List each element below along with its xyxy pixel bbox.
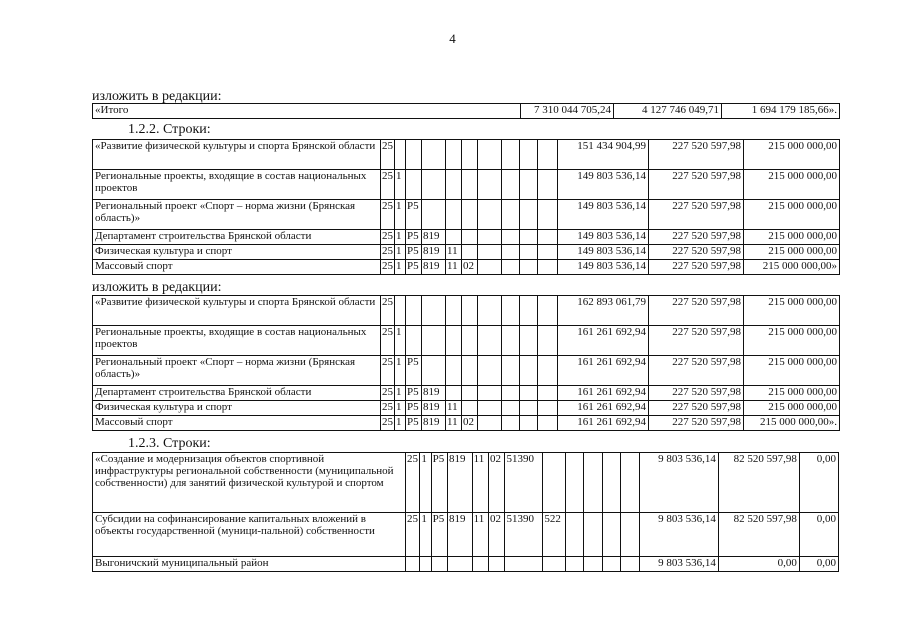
code-cell: 819 <box>422 401 446 416</box>
empty-cell <box>520 260 538 275</box>
code-cell: 819 <box>422 245 446 260</box>
code-cell: 1 <box>395 200 406 230</box>
code-cell <box>462 200 478 230</box>
table-row <box>93 453 839 513</box>
code-cell: 51390 <box>505 513 543 557</box>
value-cell: 215 000 000,00» <box>744 260 840 275</box>
code-cell: 11 <box>472 513 488 557</box>
value-cell: 227 520 597,98 <box>649 356 744 386</box>
empty-cell <box>538 200 558 230</box>
value-cell: 227 520 597,98 <box>649 170 744 200</box>
code-cell: 1 <box>395 416 406 431</box>
empty-cell <box>520 416 538 431</box>
value-cell: 9 803 536,14 <box>639 453 718 513</box>
empty-cell <box>478 200 502 230</box>
code-cell: 819 <box>422 260 446 275</box>
table-row <box>93 296 840 326</box>
code-cell: 11 <box>446 416 462 431</box>
value-cell: 149 803 536,14 <box>558 170 649 200</box>
row-name: Субсидии на софинансирование капитальных вложений в объекты государственной (муници-пальной) собственности <box>93 513 406 557</box>
empty-cell <box>621 557 639 572</box>
value-cell: 82 520 597,98 <box>718 513 799 557</box>
code-cell: 1 <box>395 356 406 386</box>
empty-cell <box>538 260 558 275</box>
row-name: Региональные проекты, входящие в состав национальных проектов <box>93 170 381 200</box>
code-cell <box>448 557 473 572</box>
total-row <box>93 104 840 119</box>
table-row <box>93 200 840 230</box>
value-cell: 227 520 597,98 <box>649 200 744 230</box>
empty-cell <box>502 230 520 245</box>
row-name: Региональный проект «Спорт – норма жизни (Брянская область)» <box>93 200 381 230</box>
code-cell: 25 <box>381 416 395 431</box>
code-cell: 25 <box>381 356 395 386</box>
value-cell: 149 803 536,14 <box>558 245 649 260</box>
code-cell: P5 <box>406 416 422 431</box>
empty-cell <box>478 356 502 386</box>
code-cell: 25 <box>381 260 395 275</box>
empty-cell <box>621 513 639 557</box>
empty-cell <box>538 170 558 200</box>
table-row <box>93 326 840 356</box>
value-cell: 215 000 000,00 <box>744 230 840 245</box>
empty-cell <box>584 453 602 513</box>
empty-cell <box>502 356 520 386</box>
code-cell: 25 <box>381 230 395 245</box>
row-name: Физическая культура и спорт <box>93 245 381 260</box>
empty-cell <box>520 245 538 260</box>
empty-cell <box>520 140 538 170</box>
code-cell <box>422 356 446 386</box>
value-cell: 215 000 000,00 <box>744 326 840 356</box>
code-cell <box>406 170 422 200</box>
empty-cell <box>538 386 558 401</box>
empty-cell <box>538 326 558 356</box>
code-cell <box>446 230 462 245</box>
table-row <box>93 513 839 557</box>
empty-cell <box>520 386 538 401</box>
total-table <box>92 103 840 119</box>
code-cell <box>422 200 446 230</box>
empty-cell <box>602 453 620 513</box>
row-name: Департамент строительства Брянской области <box>93 386 381 401</box>
code-cell: 02 <box>462 260 478 275</box>
code-cell: 1 <box>395 326 406 356</box>
value-cell: 215 000 000,00 <box>744 200 840 230</box>
code-cell: 11 <box>472 453 488 513</box>
empty-cell <box>520 356 538 386</box>
code-cell: 25 <box>405 453 419 513</box>
value-cell: 0,00 <box>799 557 838 572</box>
code-cell <box>395 296 406 326</box>
code-cell <box>472 557 488 572</box>
value-cell: 9 803 536,14 <box>639 557 718 572</box>
table-row <box>93 245 840 260</box>
code-cell <box>405 557 419 572</box>
empty-cell <box>520 326 538 356</box>
empty-cell <box>478 386 502 401</box>
table-row <box>93 416 840 431</box>
value-cell: 227 520 597,98 <box>649 416 744 431</box>
code-cell: 25 <box>381 200 395 230</box>
row-name: Региональный проект «Спорт – норма жизни (Брянская область)» <box>93 356 381 386</box>
value-cell: 215 000 000,00 <box>744 245 840 260</box>
empty-cell <box>502 296 520 326</box>
empty-cell <box>602 557 620 572</box>
empty-cell <box>502 140 520 170</box>
value-cell: 227 520 597,98 <box>649 401 744 416</box>
empty-cell <box>538 245 558 260</box>
value-cell: 149 803 536,14 <box>558 230 649 245</box>
code-cell <box>462 326 478 356</box>
empty-cell <box>621 453 639 513</box>
code-cell: 11 <box>446 245 462 260</box>
value-cell: 227 520 597,98 <box>649 296 744 326</box>
table-row <box>93 401 840 416</box>
empty-cell <box>478 245 502 260</box>
code-cell: 522 <box>543 513 566 557</box>
empty-cell <box>565 557 583 572</box>
table-row <box>93 557 839 572</box>
code-cell: 02 <box>489 513 505 557</box>
code-cell <box>462 356 478 386</box>
empty-cell <box>502 260 520 275</box>
value-cell: 82 520 597,98 <box>718 453 799 513</box>
row-name: Выгоничский муниципальный район <box>93 557 406 572</box>
value-cell: 227 520 597,98 <box>649 230 744 245</box>
code-cell <box>406 140 422 170</box>
table-1-2-3 <box>92 452 839 572</box>
total-value-1: 7 310 044 705,24 <box>521 104 614 119</box>
code-cell <box>462 230 478 245</box>
empty-cell <box>520 401 538 416</box>
section-heading-1-2-2: 1.2.2. Строки: <box>128 122 211 137</box>
empty-cell <box>538 356 558 386</box>
empty-cell <box>478 416 502 431</box>
code-cell <box>406 296 422 326</box>
value-cell: 215 000 000,00 <box>744 296 840 326</box>
value-cell: 227 520 597,98 <box>649 140 744 170</box>
code-cell: 11 <box>446 260 462 275</box>
code-cell <box>446 140 462 170</box>
code-cell: 1 <box>395 170 406 200</box>
empty-cell <box>502 416 520 431</box>
page-number: 4 <box>449 31 456 46</box>
table-1-2-2-old <box>92 139 840 275</box>
code-cell: 819 <box>448 453 473 513</box>
code-cell <box>431 557 447 572</box>
empty-cell <box>520 296 538 326</box>
value-cell: 215 000 000,00 <box>744 140 840 170</box>
code-cell: 1 <box>395 386 406 401</box>
code-cell: P5 <box>431 513 447 557</box>
code-cell <box>446 326 462 356</box>
code-cell: P5 <box>406 401 422 416</box>
code-cell: 1 <box>395 401 406 416</box>
value-cell: 161 261 692,94 <box>558 386 649 401</box>
code-cell: P5 <box>406 356 422 386</box>
code-cell: 1 <box>395 245 406 260</box>
value-cell: 227 520 597,98 <box>649 260 744 275</box>
table-row <box>93 170 840 200</box>
value-cell: 149 803 536,14 <box>558 200 649 230</box>
row-name: Массовый спорт <box>93 416 381 431</box>
section-heading-mid: изложить в редакции: <box>92 280 222 295</box>
empty-cell <box>565 453 583 513</box>
value-cell: 227 520 597,98 <box>649 326 744 356</box>
code-cell <box>446 200 462 230</box>
code-cell <box>462 170 478 200</box>
code-cell: 25 <box>381 245 395 260</box>
value-cell: 161 261 692,94 <box>558 326 649 356</box>
empty-cell <box>502 326 520 356</box>
code-cell <box>462 386 478 401</box>
empty-cell <box>538 230 558 245</box>
row-name: Департамент строительства Брянской области <box>93 230 381 245</box>
total-value-2: 4 127 746 049,71 <box>614 104 722 119</box>
empty-cell <box>478 260 502 275</box>
value-cell: 227 520 597,98 <box>649 245 744 260</box>
code-cell <box>446 386 462 401</box>
code-cell: 819 <box>422 230 446 245</box>
code-cell <box>422 296 446 326</box>
empty-cell <box>502 245 520 260</box>
code-cell: 819 <box>422 386 446 401</box>
table-row <box>93 356 840 386</box>
code-cell <box>543 453 566 513</box>
code-cell: 819 <box>422 416 446 431</box>
table-row <box>93 260 840 275</box>
code-cell <box>462 401 478 416</box>
value-cell: 162 893 061,79 <box>558 296 649 326</box>
value-cell: 161 261 692,94 <box>558 401 649 416</box>
code-cell: P5 <box>406 386 422 401</box>
empty-cell <box>502 200 520 230</box>
empty-cell <box>565 513 583 557</box>
code-cell: 1 <box>395 260 406 275</box>
empty-cell <box>538 140 558 170</box>
empty-cell <box>602 513 620 557</box>
code-cell: 02 <box>462 416 478 431</box>
code-cell: 25 <box>381 386 395 401</box>
table-1-2-2-new <box>92 295 840 431</box>
row-name: «Создание и модернизация объектов спортивной инфраструктуры региональной собственности (муниципальной собственности) для занятий физической культурой и спортом <box>93 453 406 513</box>
row-name: «Развитие физической культуры и спорта Брянской области <box>93 140 381 170</box>
code-cell <box>505 557 543 572</box>
code-cell <box>489 557 505 572</box>
code-cell: 25 <box>381 401 395 416</box>
value-cell: 161 261 692,94 <box>558 416 649 431</box>
empty-cell <box>478 230 502 245</box>
code-cell: 25 <box>381 170 395 200</box>
table-row <box>93 140 840 170</box>
code-cell <box>543 557 566 572</box>
code-cell: 819 <box>448 513 473 557</box>
code-cell <box>420 557 431 572</box>
table-row <box>93 386 840 401</box>
code-cell: 25 <box>381 326 395 356</box>
empty-cell <box>538 401 558 416</box>
row-name: Массовый спорт <box>93 260 381 275</box>
value-cell: 215 000 000,00 <box>744 401 840 416</box>
value-cell: 227 520 597,98 <box>649 386 744 401</box>
code-cell <box>446 170 462 200</box>
empty-cell <box>478 170 502 200</box>
empty-cell <box>538 416 558 431</box>
code-cell: P5 <box>406 200 422 230</box>
value-cell: 0,00 <box>799 453 838 513</box>
empty-cell <box>584 557 602 572</box>
value-cell: 9 803 536,14 <box>639 513 718 557</box>
section-heading-intro: изложить в редакции: <box>92 89 222 104</box>
empty-cell <box>502 386 520 401</box>
value-cell: 215 000 000,00 <box>744 356 840 386</box>
total-value-3: 1 694 179 185,66». <box>722 104 840 119</box>
code-cell <box>395 140 406 170</box>
section-heading-1-2-3: 1.2.3. Строки: <box>128 436 211 451</box>
value-cell: 161 261 692,94 <box>558 356 649 386</box>
code-cell: 11 <box>446 401 462 416</box>
value-cell: 215 000 000,00 <box>744 170 840 200</box>
code-cell: P5 <box>431 453 447 513</box>
value-cell: 149 803 536,14 <box>558 260 649 275</box>
value-cell: 215 000 000,00 <box>744 386 840 401</box>
code-cell: 1 <box>395 230 406 245</box>
empty-cell <box>502 170 520 200</box>
empty-cell <box>584 513 602 557</box>
value-cell: 215 000 000,00». <box>744 416 840 431</box>
empty-cell <box>478 140 502 170</box>
empty-cell <box>520 170 538 200</box>
empty-cell <box>538 296 558 326</box>
code-cell: P5 <box>406 230 422 245</box>
code-cell <box>446 296 462 326</box>
empty-cell <box>478 296 502 326</box>
total-label: «Итого <box>93 104 521 119</box>
row-name: Региональные проекты, входящие в состав национальных проектов <box>93 326 381 356</box>
code-cell <box>406 326 422 356</box>
code-cell: 51390 <box>505 453 543 513</box>
code-cell <box>422 140 446 170</box>
value-cell: 151 434 904,99 <box>558 140 649 170</box>
code-cell: P5 <box>406 245 422 260</box>
code-cell <box>422 170 446 200</box>
code-cell: 25 <box>381 296 395 326</box>
value-cell: 0,00 <box>799 513 838 557</box>
code-cell <box>462 140 478 170</box>
empty-cell <box>520 230 538 245</box>
code-cell: P5 <box>406 260 422 275</box>
row-name: «Развитие физической культуры и спорта Брянской области <box>93 296 381 326</box>
empty-cell <box>478 326 502 356</box>
table-row <box>93 230 840 245</box>
value-cell: 0,00 <box>718 557 799 572</box>
code-cell: 1 <box>420 513 431 557</box>
code-cell <box>462 296 478 326</box>
code-cell: 25 <box>381 140 395 170</box>
empty-cell <box>502 401 520 416</box>
code-cell <box>446 356 462 386</box>
empty-cell <box>520 200 538 230</box>
code-cell <box>462 245 478 260</box>
code-cell <box>422 326 446 356</box>
code-cell: 02 <box>489 453 505 513</box>
row-name: Физическая культура и спорт <box>93 401 381 416</box>
empty-cell <box>478 401 502 416</box>
code-cell: 25 <box>405 513 419 557</box>
code-cell: 1 <box>420 453 431 513</box>
